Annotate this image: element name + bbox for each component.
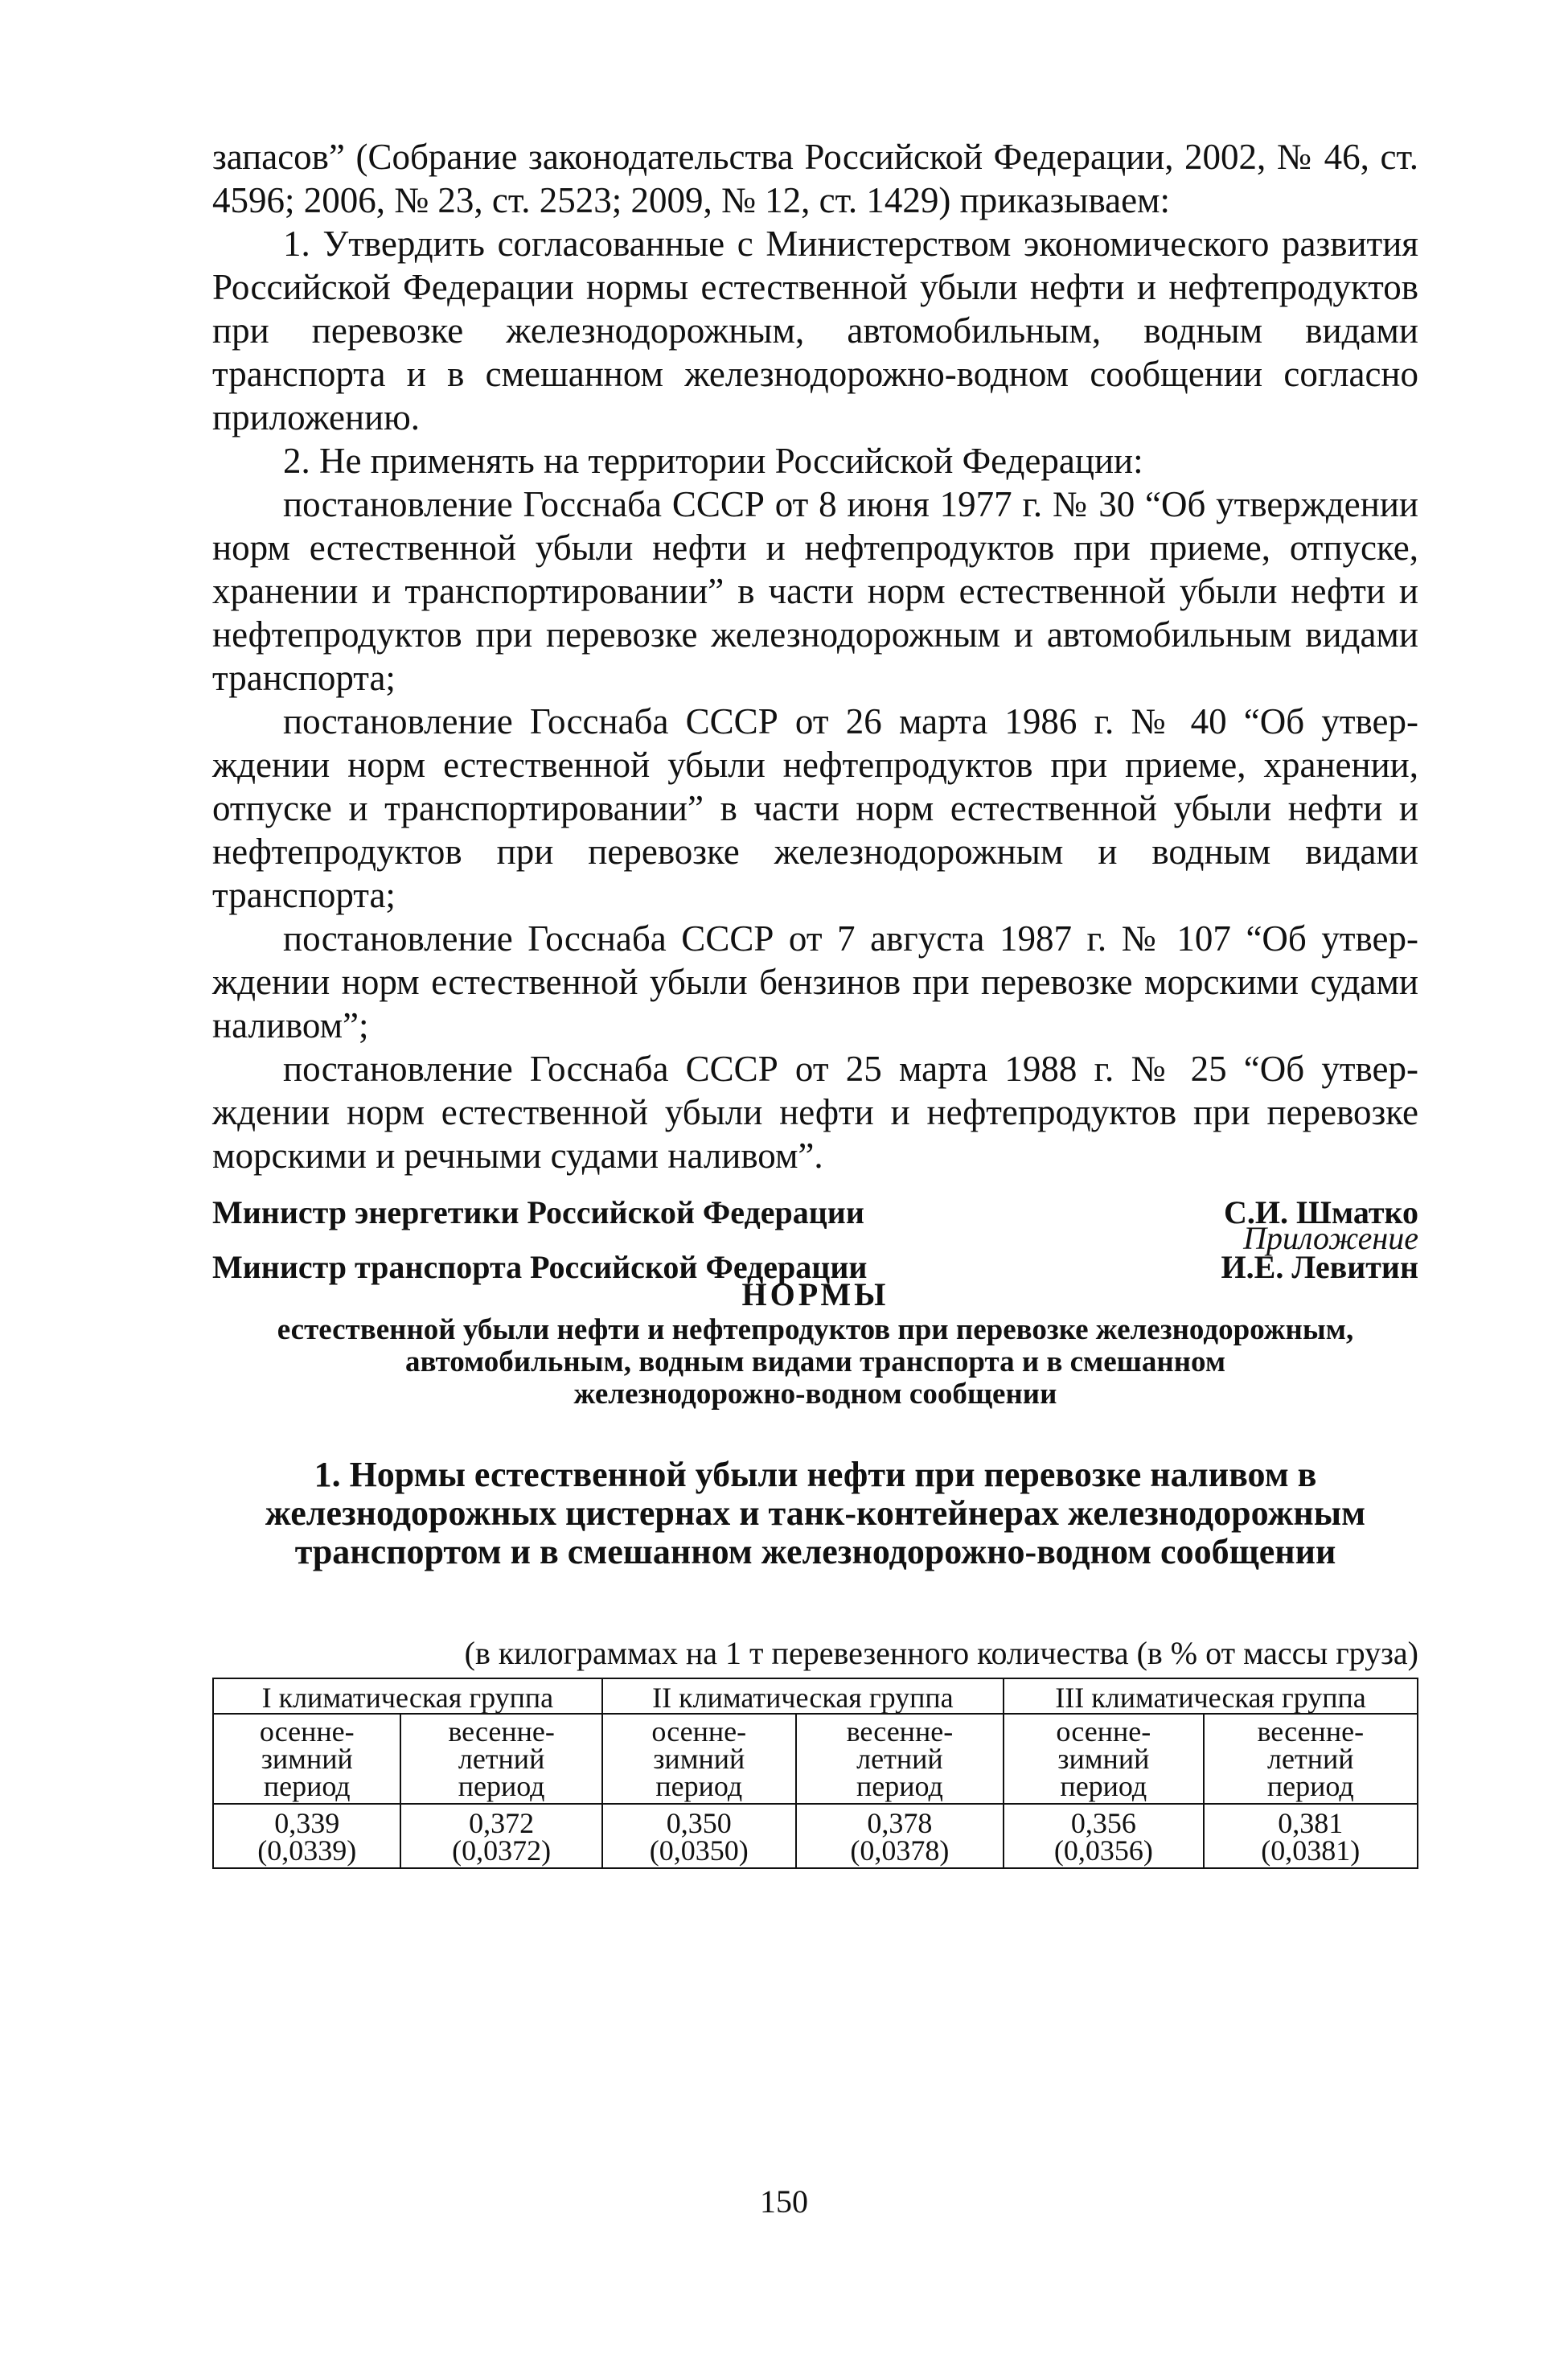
clause-1: 1. Утвердить согласованные с Министерством экономического развития Российской Федерации нормы естественной убыли нефти и нефтепродуктов при перевозке железнодорожным, автомобильным, водным видами транспорта и в смешанном железнодорожно-водном сообщении согласно приложению. (212, 224, 1418, 437)
signature-position: Министр энергетики Российской Федерации (212, 1194, 864, 1230)
page-number: 150 (760, 2183, 808, 2220)
signature-name: С.И. Шматко (1223, 1194, 1418, 1230)
period-header: весенне- летний период (796, 1714, 1004, 1804)
signature-position: Министр транспорта Российской Федерации (212, 1249, 868, 1285)
table-cell: 0,339 (0,0339) (213, 1804, 400, 1868)
norms-title-block (212, 1275, 1418, 1411)
table-row (213, 1804, 1418, 1868)
climate-group-header: II климатическая группа (602, 1678, 1004, 1714)
period-header: весенне- летний период (400, 1714, 601, 1804)
period-header: осенне- зимний период (1004, 1714, 1203, 1804)
period-header: весенне- летний период (1204, 1714, 1418, 1804)
norms-subtitle-line: естественной убыли нефти и нефтепродуктов при перевозке железнодорожным, (277, 1313, 1354, 1346)
resolution-1988: постановление Госснаба СССР от 25 марта 1988 г. № 25 “Об утверждении норм естественной убыли нефти и нефтепродуктов при перевозке морскими и речными судами наливом”. (212, 1049, 1418, 1176)
intro-paragraph: запасов” (Собрание законодательства Российской Федерации, 2002, № 46, ст. 4596; 2006, № 23, ст. 2523; 2009, № 12, ст. 1429) приказываем: (212, 137, 1418, 220)
table-period-row (213, 1714, 1418, 1804)
appendix-label: Приложение (1243, 1220, 1418, 1256)
table-cell: 0,356 (0,0356) (1004, 1804, 1203, 1868)
resolution-1986: постановление Госснаба СССР от 26 марта 1986 г. № 40 “Об утверждении норм естественной убыли нефтепродуктов при приеме, хранении, отпуске и транспортировании” в части норм естественной убыли нефти и нефтепродуктов при перевозке железнодорожным и водным видами транспорта; (212, 701, 1418, 915)
signature-name: И.Е. Левитин (1221, 1249, 1418, 1285)
norms-table (212, 1678, 1418, 1869)
table-cell: 0,381 (0,0381) (1204, 1804, 1418, 1868)
section-title-line: железнодорожных цистернах и танк-контейнерах железнодорожным (265, 1493, 1366, 1533)
norms-subtitle-line: автомобильным, водным видами транспорта и в смешанном (404, 1345, 1226, 1378)
norms-subtitle-line: железнодорожно-водном сообщении (573, 1378, 1057, 1411)
period-header: осенне- зимний период (602, 1714, 796, 1804)
clause-2: 2. Не применять на территории Российской Федерации: (283, 441, 1143, 481)
climate-group-header: I климатическая группа (213, 1678, 602, 1714)
table-cell: 0,372 (0,0372) (400, 1804, 601, 1868)
period-header: осенне- зимний период (213, 1714, 400, 1804)
section-title-line: транспортом и в смешанном железнодорожно-водном сообщении (294, 1532, 1336, 1571)
table-cell: 0,350 (0,0350) (602, 1804, 796, 1868)
resolution-1977: постановление Госснаба СССР от 8 июня 1977 г. № 30 “Об утверждении норм естественной убыли нефти и нефтепродуктов при приеме, отпуске, хранении и транспортировании” в части норм естественной убыли нефти и нефтепродуктов при перевозке железнодорожным и автомобильным видами транспорта; (212, 484, 1418, 698)
climate-group-header: III климатическая группа (1004, 1678, 1418, 1714)
table-cell: 0,378 (0,0378) (796, 1804, 1004, 1868)
document-body (212, 135, 1418, 1287)
table-header-row (213, 1678, 1418, 1714)
resolution-1987: постановление Госснаба СССР от 7 августа 1987 г. № 107 “Об утверждении норм естественной убыли бензинов при перевозке морскими судами наливом”; (212, 918, 1418, 1045)
section-title (212, 1456, 1418, 1571)
norms-heading: НОРМЫ (741, 1276, 889, 1312)
section-title-line: 1. Нормы естественной убыли нефти при перевозке наливом в (314, 1455, 1317, 1494)
table-units-caption: (в килограммах на 1 т перевезенного количества (в % от массы груза) (464, 1635, 1418, 1671)
